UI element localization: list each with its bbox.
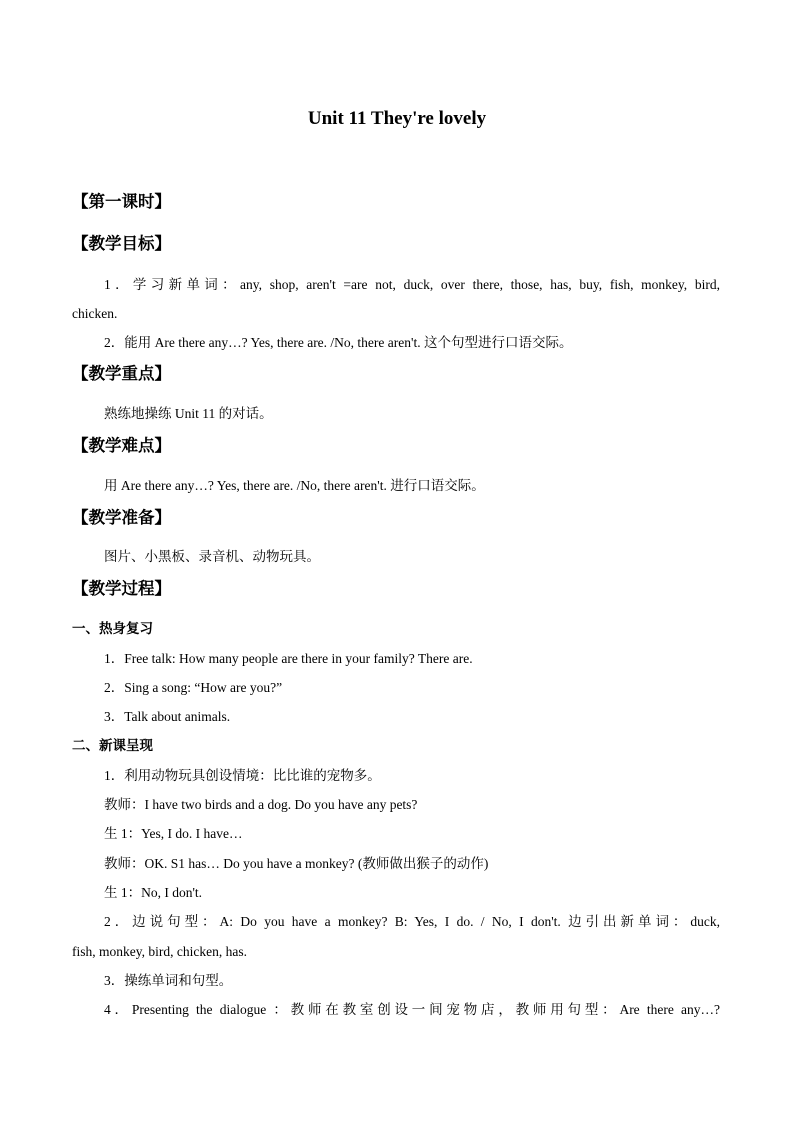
warmup-item: 3．Talk about animals.	[104, 709, 231, 724]
objective-item-1-continued: chicken.	[72, 306, 118, 321]
document-title: Unit 11 They're lovely	[307, 108, 487, 129]
presentation-heading: 二、新课呈现	[72, 738, 153, 754]
presentation-line: 1．利用动物玩具创设情境：比比谁的宠物多。	[104, 768, 381, 783]
objective-item-2: 2．能用 Are there any…? Yes, there are. /No, there aren't. 这个句型进行口语交际。	[104, 335, 573, 350]
presentation-line: 4．Presenting the dialogue ：教师在教室创设一间宠物店，教师用句型：Are there any…?	[104, 1002, 720, 1017]
objective-item-1: 1．学习新单词：any, shop, aren't =are not, duck, over there, those, has, buy, fish, monkey, bird,	[104, 277, 720, 292]
presentation-line: 教师：OK. S1 has… Do you have a monkey? (教师做出猴子的动作)	[104, 856, 489, 871]
preparation-heading: 【教学准备】	[72, 508, 171, 527]
warmup-item: 2．Sing a song: “How are you?”	[104, 680, 283, 695]
presentation-line: 生 1：Yes, I do. I have…	[104, 826, 243, 841]
presentation-line: 教师：I have two birds and a dog. Do you have any pets?	[104, 797, 418, 812]
key-points-heading: 【教学重点】	[72, 364, 171, 383]
warmup-heading: 一、热身复习	[72, 621, 153, 637]
presentation-line: 生 1：No, I don't.	[104, 885, 203, 900]
preparation-text: 图片、小黑板、录音机、动物玩具。	[104, 549, 320, 564]
difficulties-heading: 【教学难点】	[72, 436, 171, 455]
process-heading: 【教学过程】	[72, 579, 171, 598]
objectives-heading: 【教学目标】	[72, 234, 171, 253]
warmup-item: 1．Free talk: How many people are there in your family? There are.	[104, 651, 473, 666]
presentation-line: 3．操练单词和句型。	[104, 973, 233, 988]
lesson-heading: 【第一课时】	[72, 192, 171, 211]
presentation-line: fish, monkey, bird, chicken, has.	[72, 944, 247, 959]
difficulties-text: 用 Are there any…? Yes, there are. /No, there aren't. 进行口语交际。	[104, 478, 485, 493]
key-points-text: 熟练地操练 Unit 11 的对话。	[104, 406, 273, 421]
presentation-line: 2．边说句型：A: Do you have a monkey? B: Yes, I do. / No, I don't. 边引出新单词：duck,	[104, 914, 720, 929]
